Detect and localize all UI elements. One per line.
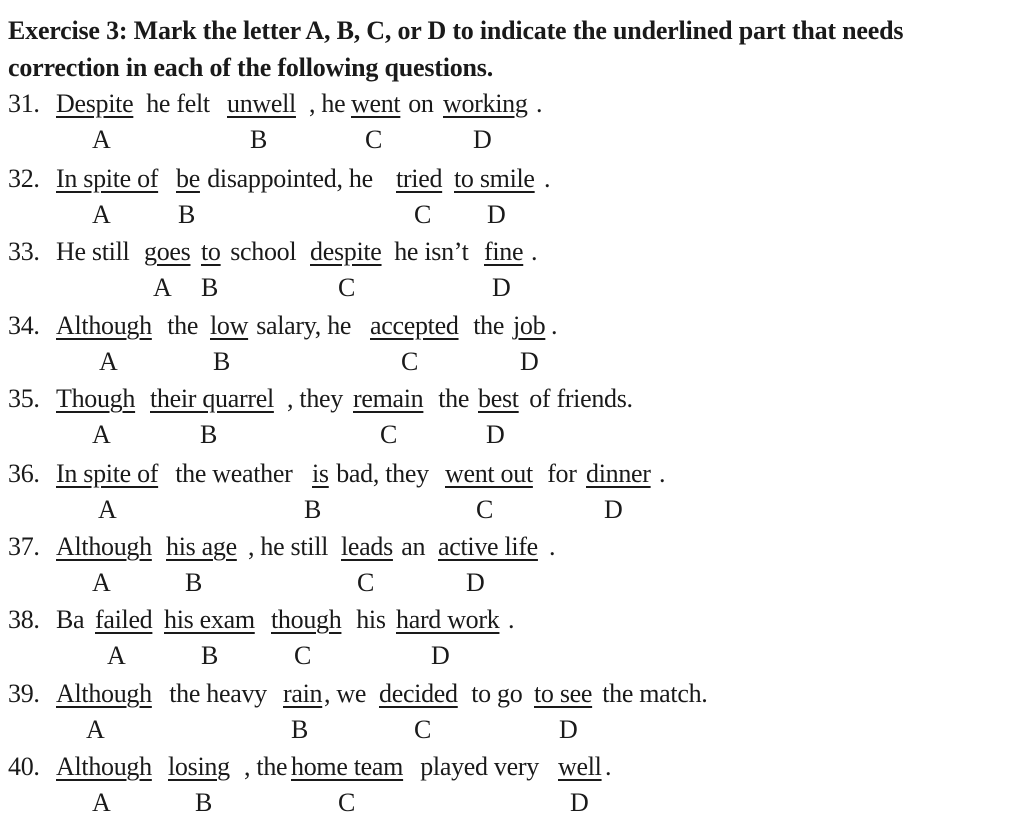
option-letter-c: C xyxy=(476,495,494,524)
option-letter-b: B xyxy=(178,200,196,229)
sentence-text: of friends. xyxy=(523,384,633,413)
option-letter-a: A xyxy=(98,495,117,524)
option-letter-d: D xyxy=(431,641,450,670)
underlined-part: home team xyxy=(291,752,404,781)
option-letter-d: D xyxy=(570,788,589,817)
sentence-text: . xyxy=(551,311,558,340)
option-letter-a: A xyxy=(86,715,105,744)
underlined-part: despite xyxy=(310,237,382,266)
underlined-part: low xyxy=(210,311,249,340)
underlined-part: working xyxy=(443,89,528,118)
option-letter-b: B xyxy=(201,641,219,670)
underlined-part: to xyxy=(201,237,221,266)
underlined-part: Although xyxy=(56,752,152,781)
option-letter-c: C xyxy=(414,200,432,229)
underlined-part: though xyxy=(271,605,342,634)
option-letter-d: D xyxy=(486,420,505,449)
exercise-title: Exercise 3: Mark the letter A, B, C, or D to indicate the underlined part that needs correction in each of the following questions. xyxy=(8,16,904,82)
underlined-part: well xyxy=(558,752,602,781)
sentence-text: . xyxy=(659,459,666,488)
option-letter-a: A xyxy=(92,568,111,597)
option-letter-a: A xyxy=(92,788,111,817)
option-letter-c: C xyxy=(294,641,312,670)
sentence-text: the match. xyxy=(596,679,708,708)
option-letter-a: A xyxy=(99,347,118,376)
option-letter-c: C xyxy=(401,347,419,376)
sentence-text: the xyxy=(467,311,511,340)
question-number: 33. xyxy=(8,237,40,266)
underlined-part: rain xyxy=(283,679,323,708)
option-letter-a: A xyxy=(107,641,126,670)
underlined-part: tried xyxy=(396,164,443,193)
option-letter-c: C xyxy=(414,715,432,744)
underlined-part: be xyxy=(176,164,200,193)
question-37 xyxy=(8,532,1008,604)
sentence-text: , we xyxy=(324,679,373,708)
question-number: 39. xyxy=(8,679,40,708)
underlined-part: decided xyxy=(379,679,458,708)
sentence-text: . xyxy=(531,237,538,266)
option-letter-d: D xyxy=(520,347,539,376)
underlined-part: to see xyxy=(534,679,593,708)
underlined-part: active life xyxy=(438,532,538,561)
option-letter-b: B xyxy=(304,495,322,524)
sentence-text: for xyxy=(541,459,583,488)
sentence-text: to go xyxy=(465,679,529,708)
underlined-part: went out xyxy=(445,459,533,488)
underlined-part: Though xyxy=(56,384,136,413)
question-number: 37. xyxy=(8,532,40,561)
underlined-part: his exam xyxy=(164,605,255,634)
sentence-text: on xyxy=(402,89,440,118)
question-31 xyxy=(8,89,1008,161)
sentence-text: . xyxy=(549,532,556,561)
option-letter-a: A xyxy=(92,420,111,449)
underlined-part: Although xyxy=(56,532,152,561)
question-number: 36. xyxy=(8,459,40,488)
option-letter-b: B xyxy=(185,568,203,597)
option-letter-d: D xyxy=(492,273,511,302)
underlined-part: is xyxy=(312,459,329,488)
option-letter-c: C xyxy=(338,273,356,302)
question-38 xyxy=(8,605,1008,677)
underlined-part: In spite of xyxy=(56,459,159,488)
sentence-text: bad, they xyxy=(330,459,436,488)
sentence-text: an xyxy=(395,532,432,561)
question-33 xyxy=(8,237,1008,309)
sentence-text: salary, he xyxy=(250,311,358,340)
question-32 xyxy=(8,164,1008,236)
sentence-text: . xyxy=(536,89,543,118)
option-letter-b: B xyxy=(250,125,268,154)
underlined-part: Despite xyxy=(56,89,134,118)
underlined-part: leads xyxy=(341,532,393,561)
question-35 xyxy=(8,384,1008,456)
underlined-part: unwell xyxy=(227,89,296,118)
question-34 xyxy=(8,311,1008,383)
sentence-text: , the xyxy=(244,752,294,781)
sentence-text: , he still xyxy=(248,532,335,561)
question-number: 34. xyxy=(8,311,40,340)
sentence-text: the weather xyxy=(169,459,299,488)
option-letter-c: C xyxy=(365,125,383,154)
option-letter-c: C xyxy=(380,420,398,449)
question-number: 32. xyxy=(8,164,40,193)
option-letter-b: B xyxy=(291,715,309,744)
sentence-text: He still xyxy=(56,237,136,266)
question-number: 35. xyxy=(8,384,40,413)
sentence-text: . xyxy=(544,164,551,193)
underlined-part: failed xyxy=(95,605,153,634)
sentence-text: , they xyxy=(287,384,350,413)
option-letter-d: D xyxy=(604,495,623,524)
option-letter-b: B xyxy=(213,347,231,376)
option-letter-c: C xyxy=(357,568,375,597)
option-letter-c: C xyxy=(338,788,356,817)
option-letter-d: D xyxy=(559,715,578,744)
question-40 xyxy=(8,752,1008,824)
underlined-part: Although xyxy=(56,679,152,708)
question-number: 40. xyxy=(8,752,40,781)
sentence-text: the heavy xyxy=(163,679,274,708)
underlined-part: job xyxy=(513,311,546,340)
sentence-text xyxy=(143,384,149,414)
option-letter-a: A xyxy=(153,273,172,302)
option-letter-a: A xyxy=(92,125,111,154)
sentence-text: his xyxy=(350,605,392,634)
option-letter-b: B xyxy=(200,420,218,449)
sentence-text: school xyxy=(224,237,303,266)
option-letter-b: B xyxy=(195,788,213,817)
sentence-text xyxy=(194,237,200,267)
sentence-text: . xyxy=(508,605,515,634)
underlined-part: accepted xyxy=(370,311,459,340)
underlined-part: Although xyxy=(56,311,152,340)
sentence-text: the xyxy=(161,311,205,340)
sentence-text: . xyxy=(605,752,612,781)
option-letter-d: D xyxy=(473,125,492,154)
sentence-text: , he xyxy=(309,89,352,118)
sentence-text: he felt xyxy=(140,89,216,118)
sentence-text: disappointed, he xyxy=(201,164,380,193)
sentence-text: Ba xyxy=(56,605,91,634)
option-letter-d: D xyxy=(487,200,506,229)
underlined-part: losing xyxy=(168,752,230,781)
option-letter-a: A xyxy=(92,200,111,229)
question-36 xyxy=(8,459,1008,531)
question-number: 38. xyxy=(8,605,40,634)
underlined-part: In spite of xyxy=(56,164,159,193)
underlined-part: goes xyxy=(144,237,191,266)
sentence-text: he isn’t xyxy=(388,237,475,266)
option-letter-d: D xyxy=(466,568,485,597)
sentence-text: played very xyxy=(414,752,546,781)
underlined-part: remain xyxy=(353,384,424,413)
underlined-part: went xyxy=(351,89,401,118)
question-39 xyxy=(8,679,1008,751)
underlined-part: fine xyxy=(484,237,524,266)
underlined-part: to smile xyxy=(454,164,535,193)
underlined-part: dinner xyxy=(586,459,651,488)
question-number: 31. xyxy=(8,89,40,118)
option-letter-b: B xyxy=(201,273,219,302)
underlined-part: his age xyxy=(166,532,237,561)
sentence-text: the xyxy=(432,384,476,413)
underlined-part: best xyxy=(478,384,519,413)
underlined-part: their quarrel xyxy=(150,384,274,413)
underlined-part: hard work xyxy=(396,605,500,634)
